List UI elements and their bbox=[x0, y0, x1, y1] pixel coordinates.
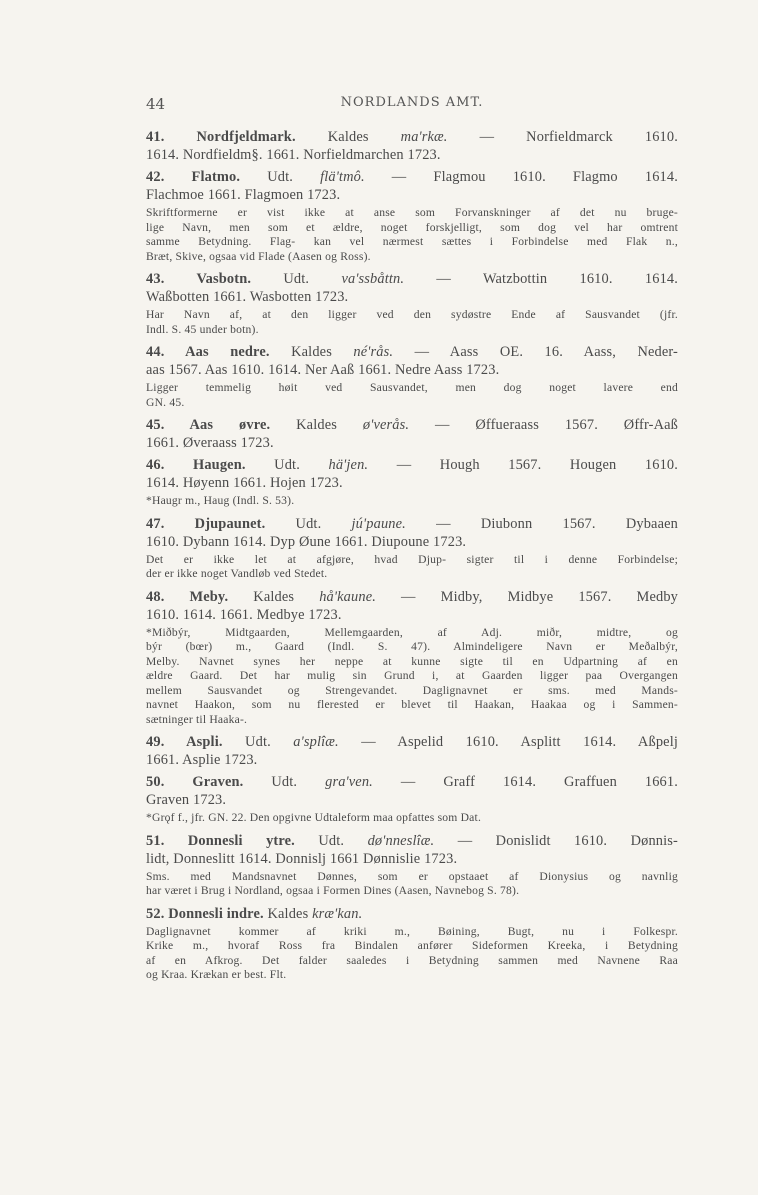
verb: Kaldes bbox=[270, 417, 363, 433]
entry-headline bbox=[146, 168, 678, 186]
verb: Kaldes bbox=[228, 588, 320, 605]
entry-42 bbox=[146, 168, 678, 270]
note-line: Krike m., hvoraf Ross fra Bindalen anfører Sideformen Kreeka, i Betydning bbox=[146, 939, 678, 952]
entry-line: aas 1567. Aas 1610. 1614. Ner Aaß 1661. Nedre Aass 1723. bbox=[146, 362, 500, 378]
running-title: NORDLANDS AMT. bbox=[340, 95, 484, 110]
entry-41 bbox=[146, 128, 678, 168]
entry-52 bbox=[146, 905, 678, 989]
note-line: navnet Haakon, som nu flerested er blevet til Haakan, Haakaa og i Sammen- bbox=[146, 698, 678, 711]
entry-number: 52. bbox=[146, 905, 169, 922]
note-line: samme Betydning. Flag- kan vel nærmest sættes i Forbindelse med Flak n., bbox=[146, 235, 678, 248]
entry-number: 45. bbox=[146, 417, 190, 433]
entry-note bbox=[146, 925, 678, 983]
historical-forms: — Hough 1567. Hougen 1610. bbox=[368, 457, 679, 473]
note-line: *Haugr m., Haug (Indl. S. 53). bbox=[146, 494, 295, 507]
entry-43 bbox=[146, 270, 678, 343]
verb: Kaldes bbox=[263, 905, 313, 922]
note-line: Sms. med Mandsnavnet Dønnes, som er opstaaet af Dionysius og navnlig bbox=[146, 869, 678, 883]
entry-headline bbox=[146, 343, 678, 361]
pronunciation: hå'kaune. bbox=[319, 588, 376, 605]
pronunciation: jú'paune. bbox=[351, 515, 406, 532]
pronunciation: a'splîæ. bbox=[293, 734, 339, 750]
place-name: Aas nedre. bbox=[185, 344, 270, 360]
entry-note bbox=[146, 626, 678, 728]
historical-forms: — Øffueraass 1567. Øffr-Aaß bbox=[409, 417, 679, 433]
entry-number: 47. bbox=[146, 515, 195, 532]
entry-note bbox=[146, 553, 678, 582]
note-line: ældre Gaard. Det har mulig sin Grund i, at Gaarden ligger paa Overgangen bbox=[146, 669, 678, 682]
historical-forms: — Graff 1614. Graffuen 1661. bbox=[372, 774, 678, 790]
entry-45 bbox=[146, 416, 678, 456]
note-line: sætninger til Haaka-. bbox=[146, 712, 248, 726]
note-line: *Miðbýr, Midtgaarden, Mellemgaarden, af Adj. miðr, midtre, og bbox=[146, 625, 678, 639]
text-body bbox=[146, 128, 678, 989]
entry-note bbox=[146, 494, 678, 509]
verb: Udt. bbox=[243, 774, 326, 790]
entry-line: 1614. Nordfieldm§. 1661. Norfieldmarchen 1723. bbox=[146, 147, 441, 163]
note-line: Daglignavnet kommer af kriki m., Bøining, Bugt, nu i Folkespr. bbox=[146, 924, 678, 938]
entry-number: 48. bbox=[146, 588, 190, 605]
entry-line: Waßbotten 1661. Wasbotten 1723. bbox=[146, 289, 349, 305]
entry-headline bbox=[146, 128, 678, 146]
historical-forms: — Donislidt 1610. Dønnis- bbox=[434, 832, 678, 849]
entry-44 bbox=[146, 343, 678, 416]
historical-forms: — Midby, Midbye 1567. Medby bbox=[375, 588, 679, 605]
historical-forms: — Diubonn 1567. Dybaaen bbox=[405, 515, 679, 532]
verb: Kaldes bbox=[295, 129, 401, 145]
entry-number: 46. bbox=[146, 457, 193, 473]
entry-50 bbox=[146, 773, 678, 832]
entry-line: 1661. Øveraass 1723. bbox=[146, 435, 274, 451]
entry-line: 1610. Dybann 1614. Dyp Øune 1661. Diupoune 1723. bbox=[146, 533, 467, 550]
verb: Udt. bbox=[251, 271, 342, 287]
entry-number: 42. bbox=[146, 169, 192, 185]
verb: Udt. bbox=[222, 734, 294, 750]
entry-number: 49. bbox=[146, 734, 187, 750]
pronunciation: ø'verås. bbox=[362, 417, 410, 433]
entry-49 bbox=[146, 733, 678, 773]
place-name: Vasbotn. bbox=[196, 271, 252, 287]
place-name: Graven. bbox=[192, 774, 244, 790]
entry-number: 43. bbox=[146, 271, 197, 287]
entry-headline bbox=[146, 456, 678, 474]
note-line: Melby. Navnet synes her neppe at kunne sigte til en Udpartning af en bbox=[146, 654, 678, 668]
entry-headline bbox=[146, 905, 678, 923]
entry-note bbox=[146, 206, 678, 264]
place-name: Meby. bbox=[189, 588, 229, 605]
place-name: Donnesli ytre. bbox=[187, 832, 295, 849]
entry-note bbox=[146, 870, 678, 899]
entry-line: 1610. 1614. 1661. Medbye 1723. bbox=[146, 606, 342, 623]
note-line: mellem Sausvandet og Strengevandet. Daglignavnet er sms. med Mands- bbox=[146, 683, 678, 697]
note-line: lige Navn, men som et ældre, noget forskjelligt, som dog vel har omtrent bbox=[146, 220, 678, 234]
pronunciation: dø'nneslîæ. bbox=[367, 832, 435, 849]
entry-note bbox=[146, 811, 678, 826]
place-name: Aas øvre. bbox=[189, 417, 271, 433]
historical-forms: — Flagmou 1610. Flagmo 1614. bbox=[364, 169, 678, 185]
place-name: Donnesli indre. bbox=[168, 905, 264, 922]
pronunciation: hä'jen. bbox=[328, 457, 369, 473]
entry-note bbox=[146, 308, 678, 337]
entry-line: Graven 1723. bbox=[146, 792, 227, 808]
entry-headline bbox=[146, 588, 678, 606]
entry-number: 44. bbox=[146, 344, 186, 360]
entry-number: 51. bbox=[146, 832, 188, 849]
place-name: Nordfjeldmark. bbox=[196, 129, 296, 145]
entry-headline bbox=[146, 773, 678, 791]
pronunciation: ma'rkæ. bbox=[400, 129, 448, 145]
note-line: Har Navn af, at den ligger ved den sydøstre Ende af Sausvandet (jfr. bbox=[146, 308, 678, 321]
note-line: Skriftformerne er vist ikke at anse som Forvanskninger af det nu bruge- bbox=[146, 206, 678, 219]
pronunciation: gra'ven. bbox=[325, 774, 373, 790]
pronunciation: né'rås. bbox=[353, 344, 394, 360]
note-line: der er ikke noget Vandløb ved Stedet. bbox=[146, 567, 328, 580]
entry-headline bbox=[146, 733, 678, 751]
historical-forms: — Norfieldmarck 1610. bbox=[447, 129, 678, 145]
verb: Udt. bbox=[240, 169, 321, 185]
entry-line: lidt, Donneslitt 1614. Donnislj 1661 Dønnislie 1723. bbox=[146, 850, 458, 867]
entry-51 bbox=[146, 832, 678, 905]
entry-headline bbox=[146, 832, 678, 850]
verb: Udt. bbox=[265, 515, 352, 532]
historical-forms: — Aspelid 1610. Asplitt 1614. Aßpelj bbox=[338, 734, 678, 750]
entry-line: 1614. Høyenn 1661. Hojen 1723. bbox=[146, 475, 343, 491]
pronunciation: flä'tmô. bbox=[320, 169, 365, 185]
note-line: Det er ikke let at afgjøre, hvad Djup- sigter til i denne Forbindelse; bbox=[146, 552, 678, 566]
entry-47 bbox=[146, 515, 678, 588]
note-line: Bræt, Skive, ogsaa vid Flade (Aasen og Ross). bbox=[146, 249, 371, 263]
entry-headline bbox=[146, 270, 678, 288]
pronunciation: va'ssbåttn. bbox=[341, 271, 405, 287]
verb: Udt. bbox=[245, 457, 329, 473]
note-line: af en Afkrog. Det falder saaledes i Betydning sammen med Navnene Raa bbox=[146, 953, 678, 967]
entry-headline bbox=[146, 515, 678, 533]
place-name: Haugen. bbox=[192, 457, 246, 473]
page-number: 44 bbox=[146, 95, 166, 113]
entry-46 bbox=[146, 456, 678, 515]
note-line: Ligger temmelig høit ved Sausvandet, men dog noget lavere end bbox=[146, 381, 678, 394]
entry-number: 50. bbox=[146, 774, 193, 790]
place-name: Djupaunet. bbox=[194, 515, 266, 532]
verb: Kaldes bbox=[269, 344, 354, 360]
entry-line: Flachmoe 1661. Flagmoen 1723. bbox=[146, 187, 341, 203]
note-line: Indl. S. 45 under botn). bbox=[146, 322, 259, 336]
entry-note bbox=[146, 381, 678, 410]
verb: Udt. bbox=[294, 832, 368, 849]
running-header bbox=[146, 95, 678, 117]
entry-headline bbox=[146, 416, 678, 434]
entry-line: 1661. Asplie 1723. bbox=[146, 752, 258, 768]
note-line: og Kraa. Krækan er best. Flt. bbox=[146, 968, 287, 981]
note-line: GN. 45. bbox=[146, 395, 185, 409]
historical-forms: — Watzbottin 1610. 1614. bbox=[404, 271, 679, 287]
historical-forms: — Aass OE. 16. Aass, Neder- bbox=[393, 344, 678, 360]
pronunciation: kræ'kan. bbox=[312, 905, 363, 922]
note-line: *Grǫf f., jfr. GN. 22. Den opgivne Udtaleform maa opfattes som Dat. bbox=[146, 811, 482, 824]
place-name: Aspli. bbox=[186, 734, 223, 750]
place-name: Flatmo. bbox=[191, 169, 241, 185]
entry-number: 41. bbox=[146, 129, 197, 145]
note-line: býr (bœr) m., Gaard (Indl. S. 47). Almindeligere Navn er Meðalbýr, bbox=[146, 640, 678, 653]
note-line: har været i Brug i Nordland, ogsaa i Formen Dines (Aasen, Navnebog S. 78). bbox=[146, 884, 520, 897]
entry-48 bbox=[146, 588, 678, 734]
